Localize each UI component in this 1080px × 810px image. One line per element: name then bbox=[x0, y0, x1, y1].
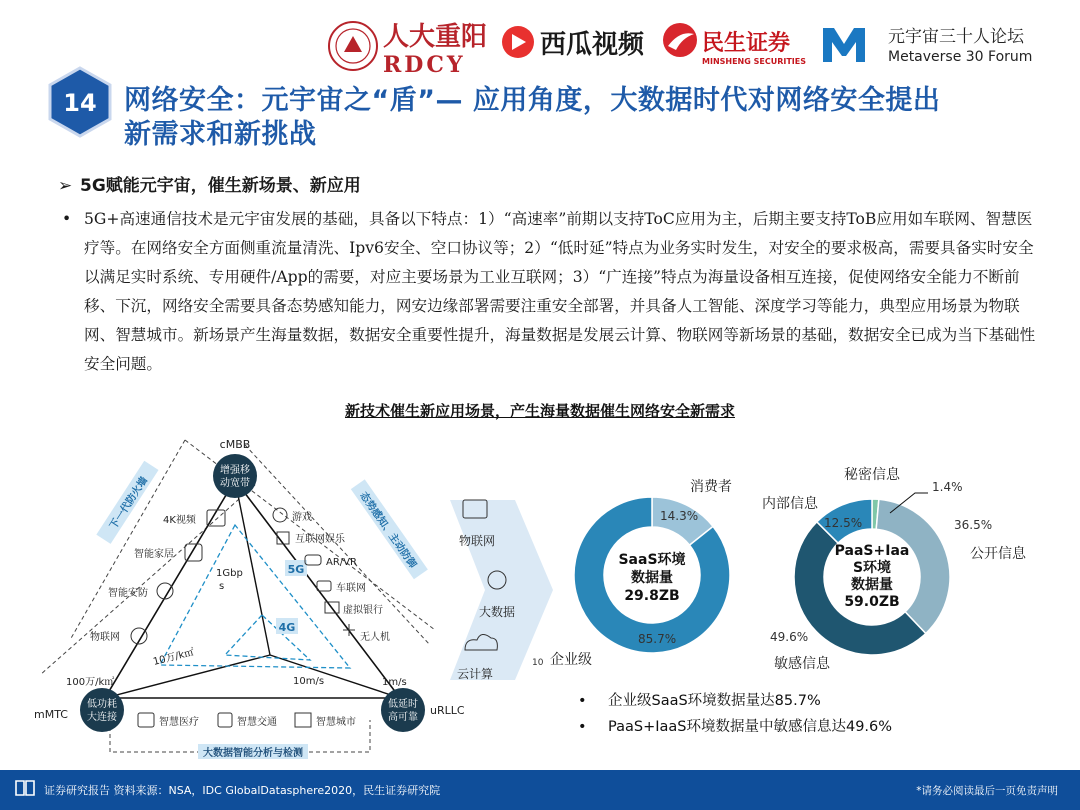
xigua-logo-text: 西瓜视频 bbox=[540, 30, 645, 60]
rdcy-logo-en: RDCY bbox=[383, 52, 466, 78]
gamepad-icon bbox=[273, 508, 287, 522]
app-smart-medical: 智慧医疗 bbox=[159, 717, 199, 728]
node-urllc-en: uRLLC bbox=[430, 704, 465, 717]
left-side-label: 下一代防火墙 bbox=[108, 475, 151, 532]
app-drone: 无人机 bbox=[360, 632, 390, 643]
value-secret: 1.4% bbox=[932, 480, 963, 494]
saas-center-line1: SaaS环境 bbox=[618, 552, 686, 568]
node-embb-line1: 增强移 bbox=[220, 465, 250, 476]
footer-disclaimer: *请务必阅读最后一页免责声明 bbox=[916, 785, 1058, 797]
data-flow-column bbox=[445, 490, 565, 690]
donut-charts bbox=[532, 455, 1080, 685]
medical-icon bbox=[138, 713, 154, 727]
app-vehicle-network: 车联网 bbox=[336, 583, 366, 594]
figure-title: 新技术催生新应用场景，产生海量数据催生网络安全新需求 bbox=[344, 402, 735, 420]
header-logos bbox=[0, 0, 1080, 78]
flow-item-iot: 物联网 bbox=[458, 534, 496, 548]
app-virtual-bank: 虚拟银行 bbox=[343, 605, 383, 616]
footer-bar bbox=[0, 770, 1080, 810]
section-subheading-text: 5G赋能元宇宙，催生新场景、新应用 bbox=[80, 176, 361, 196]
minsheng-logo-cn: 民生证券 bbox=[702, 31, 791, 56]
corner-right-label: 1m/s bbox=[382, 677, 407, 688]
axis-right-label: 10m/s bbox=[293, 676, 325, 687]
label-secret: 秘密信息 bbox=[844, 467, 900, 483]
metaverse-logo-cn: 元宇宙三十人论坛 bbox=[888, 27, 1024, 47]
flow-item-cloud: 云计算 bbox=[456, 667, 494, 681]
slide-number: 14 bbox=[63, 89, 97, 117]
value-extra: 10 bbox=[532, 658, 544, 668]
axis-left-label: 10万/k㎡ bbox=[152, 647, 196, 668]
city-icon bbox=[295, 713, 311, 727]
app-4k-video: 4K视频 bbox=[163, 515, 196, 526]
bullet-dot-icon: • bbox=[62, 210, 72, 228]
xigua-icon bbox=[502, 26, 534, 58]
app-internet-entertainment: 互联网娱乐 bbox=[295, 534, 345, 545]
right-side-banner bbox=[351, 479, 428, 579]
metaverse-m-icon bbox=[823, 28, 865, 62]
label-public: 公开信息 bbox=[970, 546, 1026, 562]
chart-bullets bbox=[578, 688, 1058, 740]
tag-5g: 5G bbox=[287, 563, 305, 576]
minsheng-logo-en: MINSHENG SECURITIES bbox=[702, 57, 806, 66]
app-arvr: AR/VR bbox=[326, 557, 357, 568]
value-public: 36.5% bbox=[954, 518, 993, 532]
bottom-bar-label: 大数据智能分析与检测 bbox=[203, 748, 303, 759]
paas-center-line3: 数据量 bbox=[851, 577, 893, 593]
paas-center-line1: PaaS+Iaa bbox=[834, 543, 910, 559]
node-embb-line2: 动宽带 bbox=[220, 478, 250, 489]
app-game: 游戏 bbox=[292, 512, 312, 523]
vr-icon bbox=[305, 555, 321, 565]
node-mmtc-line2: 大连接 bbox=[87, 712, 117, 723]
5g-scenario-diagram bbox=[20, 430, 465, 775]
node-mmtc-en: mMTC bbox=[34, 708, 68, 721]
page-title-line1: 网络安全：元宇宙之“盾”— 应用角度，大数据时代对网络安全提出 bbox=[124, 85, 941, 116]
saas-center-line2: 数据量 bbox=[631, 570, 673, 586]
label-consumer: 消费者 bbox=[690, 479, 732, 495]
app-smart-home: 智能家居 bbox=[134, 549, 174, 560]
node-embb bbox=[213, 438, 257, 498]
value-consumer: 14.3% bbox=[660, 509, 699, 523]
body-paragraph-text: 5G+高速通信技术是元宇宙发展的基础，具备以下特点：1）“高速率”前期以支持ToC应用为主，后期主要支持ToB应用如车联网、智慧医疗等。在网络安全方面侧重流量清洗、Ipv6安全、空口协议等；2）“低时延”特点为业务实时发生，对安全的要求极高，需要具备实时安全以满足实时系统、专用硬件/App的需要，对应主要场景为工业互联网；3）“广连接”特点为海量设备相互连接，促使网络安全能力不断前移、下沉，网络安全需要具备态势感知能力，网安边缘部署需要注重安全部署，并具备人工智能、深度学习等能力，典型应用场景为物联网、智慧城市。新场景产生海量数据，数据安全重要性提升，海量数据是发展云计算、物联网等新场景的基础，数据安全已成为当下基础性安全问题。 bbox=[84, 210, 1036, 373]
node-embb-en: cMBB bbox=[219, 438, 251, 451]
flow-item-bigdata: 大数据 bbox=[478, 605, 516, 619]
axis-top-label: 1Gbp bbox=[216, 568, 243, 579]
page-title-line2: 新需求和新挑战 bbox=[124, 119, 317, 150]
label-enterprise: 企业级 bbox=[550, 652, 592, 668]
value-sensitive: 49.6% bbox=[770, 630, 809, 644]
app-iot: 物联网 bbox=[90, 632, 120, 643]
node-urllc-line2: 高可靠 bbox=[388, 712, 418, 723]
car-icon bbox=[317, 581, 331, 591]
traffic-icon bbox=[218, 713, 232, 727]
right-side-label: 态势感知、主动防御 bbox=[357, 490, 419, 571]
corner-left-label: 100万/k㎡ bbox=[66, 677, 115, 688]
app-smart-city: 智慧城市 bbox=[316, 717, 356, 728]
axis-top-label-2: s bbox=[219, 581, 225, 592]
saas-center-line3: 29.8ZB bbox=[624, 588, 680, 604]
section-subheading bbox=[58, 171, 361, 196]
page-title bbox=[124, 84, 1054, 152]
paas-center-line2: S环境 bbox=[852, 560, 892, 576]
tag-4g: 4G bbox=[278, 621, 296, 634]
footer-source: 证券研究报告 资料来源：NSA，IDC GlobalDatasphere2020，民生证券研究院 bbox=[44, 784, 441, 797]
bullet-item-2: • PaaS+IaaS环境数据量中敏感信息达49.6% bbox=[578, 714, 1058, 740]
bullet-item-1: • 企业级SaaS环境数据量达85.7% bbox=[578, 688, 1058, 714]
arrow-bullet-icon: ➢ bbox=[58, 176, 73, 196]
app-smart-traffic: 智慧交通 bbox=[237, 717, 277, 728]
minsheng-icon bbox=[663, 23, 697, 57]
body-paragraph bbox=[62, 205, 1042, 379]
app-smart-security: 智能安防 bbox=[108, 588, 148, 599]
book-icon bbox=[14, 779, 36, 797]
node-urllc bbox=[381, 688, 465, 732]
node-mmtc-line1: 低功耗 bbox=[87, 699, 117, 710]
node-mmtc bbox=[34, 688, 124, 732]
value-enterprise: 85.7% bbox=[638, 632, 677, 646]
rdcy-seal-icon bbox=[329, 22, 377, 70]
value-internal: 12.5% bbox=[824, 516, 863, 530]
node-urllc-line1: 低延时 bbox=[388, 699, 418, 710]
label-internal: 内部信息 bbox=[762, 496, 818, 512]
rdcy-logo-cn: 人大重阳 bbox=[383, 22, 488, 52]
slide-number-badge bbox=[44, 66, 116, 138]
label-sensitive: 敏感信息 bbox=[774, 656, 830, 672]
paas-center-line4: 59.0ZB bbox=[844, 594, 900, 610]
metaverse-logo-en: Metaverse 30 Forum bbox=[888, 49, 1033, 65]
